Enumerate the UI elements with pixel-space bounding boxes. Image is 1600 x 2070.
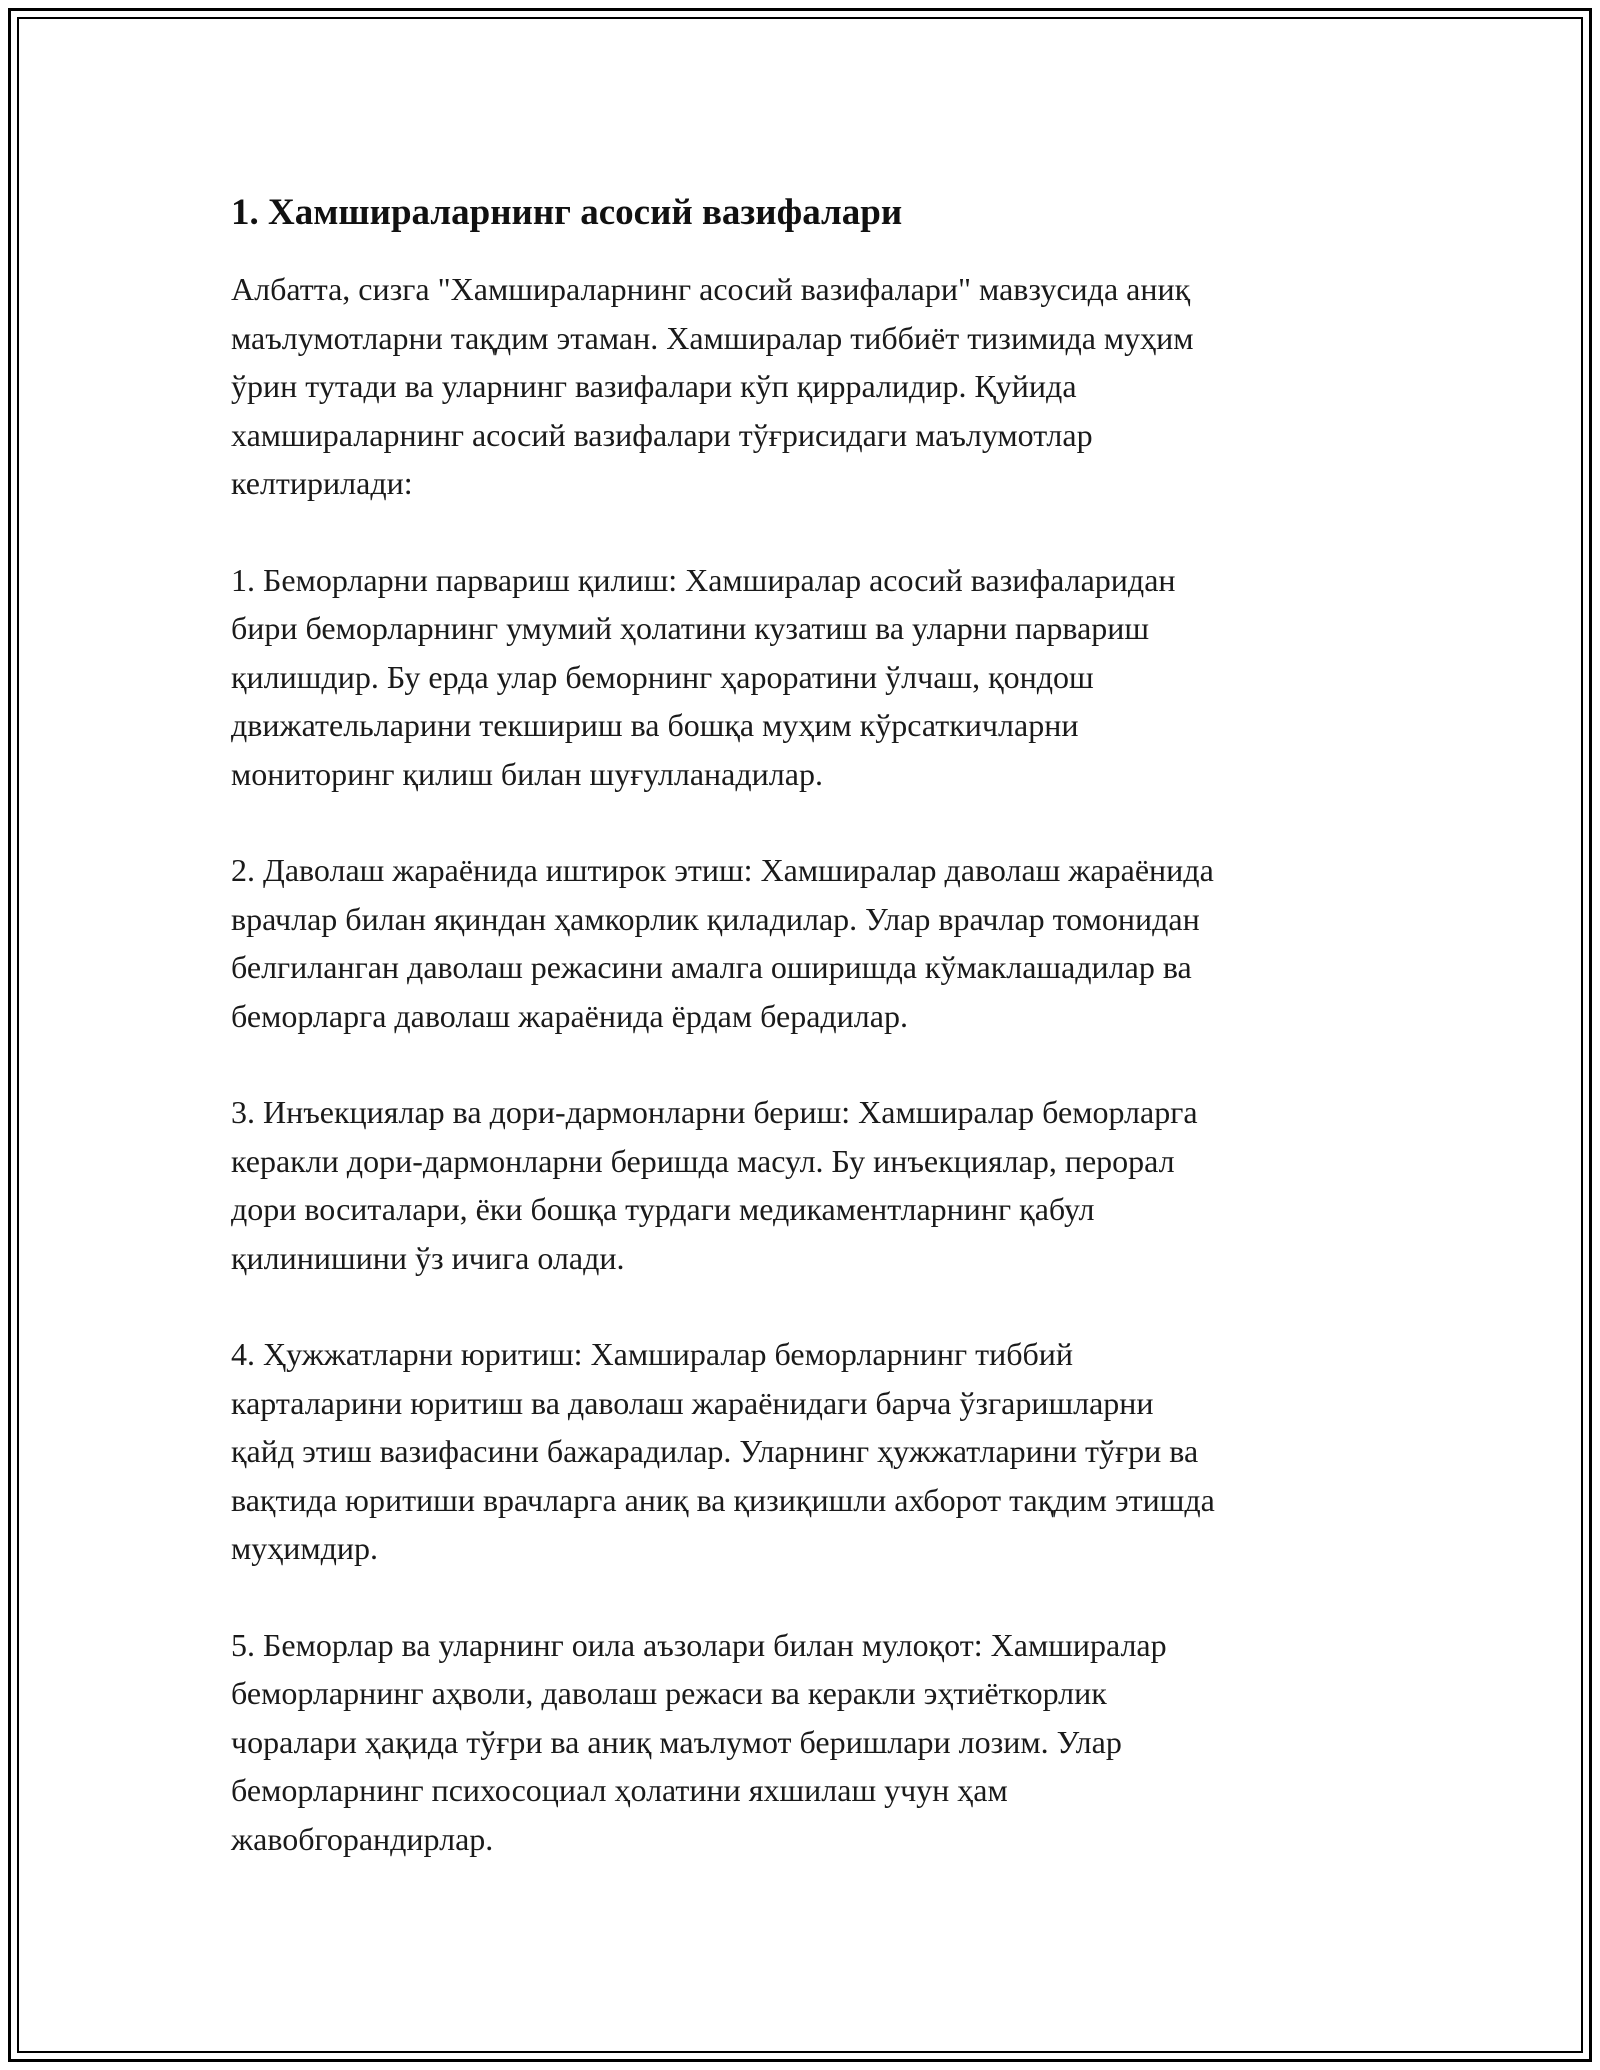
paragraph-item-1: 1. Беморларни парвариш қилиш: Хамширалар асосий вазифаларидан бири беморларнинг умумий ҳолатини кузатиш ва уларни парвариш қилишдир. Бу ерда улар беморнинг ҳароратини ўлчаш, қондош движательларини текшириш ва бошқа муҳим кўрсаткичларни мониторинг қилиш билан шуғулланадилар. [231, 561, 1176, 792]
paragraph-item-3: 3. Инъекциялар ва дори-дармонларни бериш: Хамширалар беморларга керакли дори-дармонларни беришда масул. Бу инъекциялар, перорал дори воситалари, ёки бошқа турдаги медикаментларнинг қабул қилинишини ўз ичига олади. [231, 1094, 1198, 1276]
document-title: 1. Хамшираларнинг асосий вазифалари [231, 192, 903, 233]
paragraph-item-5: 5. Беморлар ва уларнинг оила аъзолари билан мулоқот: Хамширалар беморларнинг аҳволи, даволаш режаси ва керакли эҳтиёткорлик чоралари ҳақида тўғри ва аниқ маълумот беришлари лозим. Улар беморларнинг психосоциал ҳолатини яхшилаш учун ҳам жавобгорандирлар. [231, 1626, 1167, 1857]
document-content [231, 189, 1401, 1911]
document-page [8, 8, 1592, 2062]
paragraph-item-4: 4. Ҳужжатларни юритиш: Хамширалар беморларнинг тиббий карталарини юритиш ва даволаш жараёнидаги барча ўзгаришларни қайд этиш вазифасини бажарадилар. Уларнинг ҳужжатларини тўғри ва вақтида юритиши врачларга аниқ ва қизиқишли ахборот тақдим этишда муҳимдир. [231, 1336, 1215, 1567]
paragraph-item-2: 2. Даволаш жараёнида иштирок этиш: Хамширалар даволаш жараёнида врачлар билан яқиндан ҳамкорлик қиладилар. Улар врачлар томонидан белгиланган даволаш режасини амалга оширишда кўмаклашадилар ва беморларга даволаш жараёнида ёрдам берадилар. [231, 852, 1214, 1034]
intro-paragraph: Албатта, сизга "Хамшираларнинг асосий вазифалари" мавзусида аниқ маълумотларни тақдим этаман. Хамширалар тиббиёт тизимида муҳим ўрин тутади ва уларнинг вазифалари кўп қирралидир. Қуйида хамшираларнинг асосий вазифалари тўғрисидаги маълумотлар келтирилади: [231, 271, 1194, 502]
